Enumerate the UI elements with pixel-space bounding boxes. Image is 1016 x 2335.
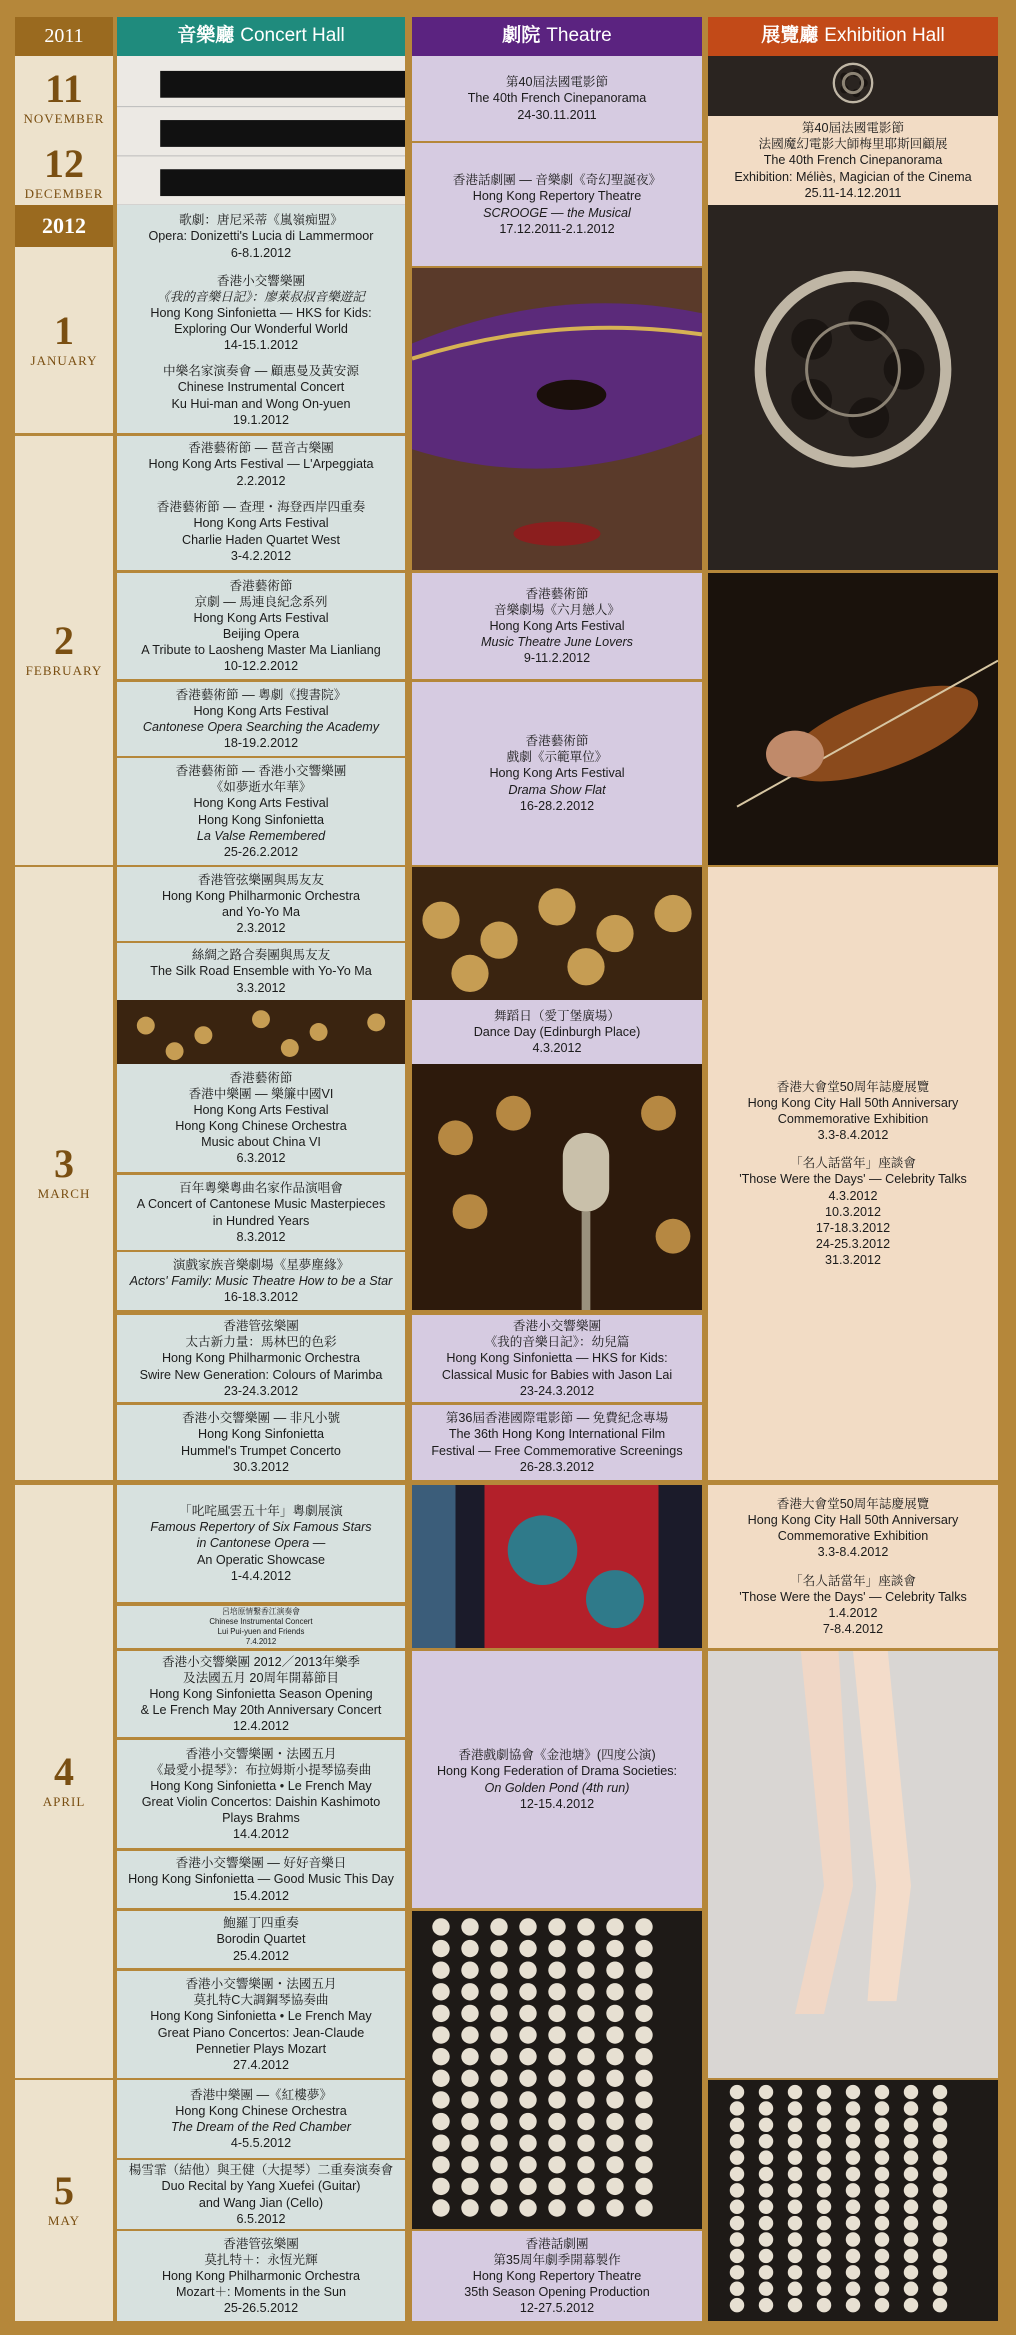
masquerade-mask-icon [412, 268, 702, 570]
event-line: 楊雪霏（結他）與王健（大提琴）二重奏演奏會 [128, 2163, 394, 2178]
event-line: Borodin Quartet [216, 1932, 306, 1947]
event-line: 9-11.2.2012 [523, 651, 591, 666]
event-line: 香港小交響樂團 [216, 273, 306, 288]
event-line: A Concert of Cantonese Music Masterpieces [136, 1197, 386, 1212]
event-line: 香港話劇團 — 音樂劇《奇幻聖誕夜》 [452, 173, 662, 188]
event-concert[interactable] [117, 205, 405, 268]
event-line: 戲劇《示範單位》 [506, 750, 608, 765]
event-line: 「叱咤風雲五十年」粵劇展演 [179, 1504, 343, 1519]
event-line: 「名人話當年」座談會 [790, 1573, 916, 1588]
header-year-label: 2011 [44, 24, 84, 47]
event-line: Mozart＋: Moments in the Sun [175, 2285, 347, 2300]
event-line: 6.3.2012 [236, 1151, 286, 1166]
event-line: 26-28.3.2012 [519, 1459, 595, 1474]
event-line: 10.3.2012 [824, 1204, 882, 1219]
event-line: in Hundred Years [212, 1213, 310, 1228]
event-theatre[interactable] [412, 573, 702, 679]
accordion-icon [412, 1911, 702, 2229]
event-line: Music Theatre June Lovers [481, 635, 633, 650]
month-number: 3 [54, 1141, 74, 1187]
event-concert[interactable] [117, 1911, 405, 1968]
event-line: 香港藝術節 [229, 1070, 293, 1085]
event-line: 24-30.11.2011 [517, 107, 597, 122]
event-concert[interactable] [117, 268, 405, 358]
event-line: 呂培原情繫香江演奏會 [222, 1607, 300, 1617]
event-line: 24-25.3.2012 [815, 1236, 891, 1251]
event-line: 17.12.2011-2.1.2012 [499, 221, 615, 236]
event-line: Hong Kong Federation of Drama Societies: [436, 1764, 678, 1779]
event-line: 「名人話當年」座談會 [790, 1156, 916, 1171]
event-line: Hong Kong Sinfonietta Season Opening [149, 1686, 373, 1701]
event-line: Hong Kong Sinfonietta • Le French May [150, 2009, 372, 2024]
event-theatre[interactable] [412, 2231, 702, 2321]
event-line: 第35周年劇季開幕製作 [493, 2252, 621, 2267]
event-line: 30.3.2012 [232, 1459, 290, 1474]
event-line: 香港小交響樂團 — 好好音樂日 [175, 1856, 347, 1871]
ballet-pointe-shoes-image [708, 1651, 998, 2078]
event-line: 12-27.5.2012 [519, 2301, 595, 2316]
event-line: 莫扎特＋：永恆光輝 [204, 2252, 318, 2267]
event-line: 14.4.2012 [232, 1827, 290, 1842]
event-line: Great Piano Concertos: Jean-Claude [157, 2025, 365, 2040]
event-line: Music about China VI [201, 1135, 321, 1150]
month-label [15, 1485, 113, 2078]
event-line: Hummel's Trumpet Concerto [181, 1443, 341, 1458]
event-line: 3.3-8.4.2012 [817, 1128, 889, 1143]
event-line: 香港小交響樂團 — 非凡小號 [181, 1411, 341, 1426]
event-line: The Dream of the Red Chamber [171, 2120, 351, 2134]
event-line: Dance Day (Edinburgh Place) [473, 1024, 641, 1039]
bokeh-lights-icon [412, 867, 702, 1000]
event-line: 4.3.2012 [532, 1041, 582, 1056]
event-line: Hong Kong Chinese Orchestra [175, 1119, 347, 1133]
event-line: 16-28.2.2012 [519, 798, 595, 813]
accordion-image [412, 1911, 702, 2229]
header-exhibition [708, 17, 998, 56]
event-line: Duo Recital by Yang Xuefei (Guitar) [161, 2179, 361, 2194]
event-line: La Valse Remembered [196, 828, 326, 843]
month-label [15, 2080, 113, 2321]
event-line: 舞蹈日（愛丁堡廣場） [494, 1008, 620, 1023]
event-line: The 36th Hong Kong International Film [448, 1427, 666, 1442]
month-number: 2 [54, 618, 74, 664]
event-concert[interactable] [117, 1740, 405, 1848]
event-line: 中樂名家演奏會 — 顧惠曼及黃安源 [163, 364, 359, 379]
month-number: 5 [54, 2168, 74, 2214]
event-concert[interactable] [117, 2231, 405, 2321]
event-line: The Silk Road Ensemble with Yo-Yo Ma [150, 964, 372, 979]
event-line: 10-12.2.2012 [223, 659, 299, 674]
event-line: 1.4.2012 [828, 1605, 878, 1620]
month-number: 1 [54, 307, 74, 353]
event-line: Hong Kong Repertory Theatre [472, 2268, 642, 2283]
event-line: 香港藝術節 — 香港小交響樂團 [175, 764, 347, 779]
violin-icon [708, 573, 998, 865]
event-theatre[interactable] [412, 143, 702, 266]
event-line: and Yo-Yo Ma [222, 905, 300, 919]
event-theatre[interactable] [412, 56, 702, 141]
event-line: Famous Repertory of Six Famous Stars [150, 1520, 372, 1535]
event-line: 香港小交響樂團・法國五月 [185, 1977, 337, 1992]
event-line: 31.3.2012 [824, 1252, 882, 1267]
accordion-bellows-image [708, 2080, 998, 2321]
event-line: Drama Show Flat [508, 782, 606, 797]
event-concert[interactable] [117, 1606, 405, 1648]
event-line: 香港管弦樂團 [223, 2236, 299, 2251]
event-line: Charlie Haden Quartet West [182, 532, 340, 547]
event-concert[interactable] [117, 436, 405, 493]
event-line: Hong Kong Philharmonic Orchestra [161, 2268, 361, 2283]
event-line: Hong Kong Philharmonic Orchestra [161, 888, 361, 903]
event-line: Commemorative Exhibition [777, 1529, 929, 1544]
event-line: 第40屆法國電影節 [801, 121, 905, 136]
event-line: 太古新力量：馬林巴的色彩 [185, 1335, 337, 1350]
event-line: 23-24.3.2012 [519, 1383, 595, 1398]
event-theatre[interactable] [412, 682, 702, 865]
event-line: 鮑羅丁四重奏 [223, 1916, 299, 1931]
event-line: 4-5.5.2012 [230, 2136, 292, 2151]
venetian-mask-image [412, 268, 702, 570]
event-line: Hong Kong Sinfonietta — Good Music This Day [128, 1872, 394, 1887]
event-line: 《最愛小提琴》：布拉姆斯小提琴協奏曲 [150, 1762, 372, 1777]
event-line: 京劇 — 馬連良紀念系列 [194, 594, 328, 609]
month-name: DECEMBER [24, 185, 104, 201]
event-line: Hong Kong Philharmonic Orchestra [161, 1351, 361, 1366]
event-line: Pennetier Plays Mozart [195, 2041, 327, 2056]
event-line: in Cantonese Opera — [196, 1536, 326, 1551]
event-line: 15.4.2012 [232, 1888, 290, 1903]
event-line: Hong Kong Sinfonietta — HKS for Kids: [446, 1351, 668, 1366]
event-line: 歌劇：唐尼采蒂《嵐嶺痴盟》 [179, 213, 343, 228]
stage-lights-image [412, 867, 702, 1000]
event-line: 百年粵樂粵曲名家作品演唱會 [179, 1181, 343, 1196]
event-line: 香港管弦樂團與馬友友 [198, 872, 324, 887]
film-projector-icon [708, 205, 998, 570]
event-line: Hong Kong Sinfonietta [197, 812, 325, 827]
event-line: Hong Kong Repertory Theatre [472, 189, 642, 204]
event-line: 香港藝術節 [229, 578, 293, 593]
event-line: Great Violin Concertos: Daishin Kashimoto [141, 1795, 381, 1809]
event-line: Hong Kong Arts Festival [489, 766, 625, 781]
film-projector-image [708, 205, 998, 570]
event-line: 香港戲劇協會《金池塘》(四度公演) [458, 1748, 656, 1763]
month-label [15, 56, 113, 141]
event-line: 7-8.4.2012 [822, 1621, 884, 1636]
event-line: Hong Kong Chinese Orchestra [175, 2103, 347, 2118]
month-number: 12 [44, 141, 84, 186]
year-2012-label: 2012 [15, 205, 113, 247]
accordion-icon [708, 2080, 998, 2321]
event-line: The 40th French Cinepanorama [467, 91, 647, 106]
month-name: MAY [47, 2213, 81, 2229]
header-concert [117, 17, 405, 56]
header-theatre-en: Theatre [546, 25, 612, 47]
event-line: Hong Kong City Hall 50th Anniversary [747, 1513, 959, 1528]
event-line: Lui Pui-yuen and Friends [217, 1627, 305, 1636]
event-exhibition[interactable] [708, 1485, 998, 1648]
event-line: 香港小交響樂團・法國五月 [185, 1746, 337, 1761]
microphone-image [412, 1064, 702, 1310]
event-concert[interactable] [117, 573, 405, 679]
event-line: 3.3.2012 [236, 980, 286, 995]
event-line: On Golden Pond (4th run) [484, 1780, 630, 1795]
event-line: 法國魔幻電影大師梅里耶斯回顧展 [758, 137, 948, 152]
month-name: APRIL [42, 1794, 86, 1810]
event-concert[interactable] [117, 1252, 405, 1310]
event-line: Hong Kong Arts Festival [193, 610, 329, 625]
event-line: 25.11-14.12.2011 [804, 185, 902, 200]
event-line: 香港管弦樂團 [223, 1319, 299, 1334]
event-line: 'Those Were the Days' — Celebrity Talks [739, 1589, 967, 1604]
event-line: 香港大會堂50周年誌慶展覽 [776, 1497, 930, 1512]
event-line: Opera: Donizetti's Lucia di Lammermoor [148, 229, 374, 244]
event-line: 3-4.2.2012 [230, 548, 292, 563]
event-concert[interactable] [117, 682, 405, 756]
event-concert[interactable] [117, 1485, 405, 1602]
event-line: A Tribute to Laosheng Master Ma Lianliang [141, 643, 381, 658]
month-name: NOVEMBER [23, 111, 105, 127]
event-line: Hong Kong Sinfonietta — HKS for Kids: [150, 305, 372, 320]
event-line: Commemorative Exhibition [777, 1112, 929, 1127]
event-line: 第36屆香港國際電影節 — 免費紀念專場 [445, 1411, 669, 1426]
event-line: Hong Kong Arts Festival — L'Arpeggiata [148, 457, 374, 472]
event-theatre[interactable] [412, 1000, 702, 1064]
month-label [15, 247, 113, 433]
event-line: 18-19.2.2012 [223, 736, 299, 751]
event-line: 25.4.2012 [232, 1948, 290, 1963]
event-concert[interactable] [117, 1064, 405, 1172]
event-concert[interactable] [117, 1175, 405, 1250]
violin-image [708, 573, 998, 865]
event-concert[interactable] [117, 758, 405, 865]
event-line: Hong Kong Sinfonietta [197, 1427, 325, 1442]
month-label [15, 141, 113, 205]
event-theatre[interactable] [412, 1315, 702, 1402]
film-reel-image [708, 56, 998, 116]
event-line: 香港藝術節 — 查理・海登西岸四重奏 [156, 500, 366, 515]
event-concert[interactable] [117, 493, 405, 570]
event-line: 16-18.3.2012 [223, 1290, 299, 1305]
event-concert[interactable] [117, 358, 405, 433]
vintage-microphone-icon [412, 1064, 702, 1310]
event-line: Hong Kong Arts Festival [193, 796, 329, 811]
event-exhibition[interactable] [708, 116, 998, 205]
event-concert[interactable] [117, 1851, 405, 1908]
event-line: 27.4.2012 [232, 2057, 290, 2072]
event-line: 絲綢之路合奏團與馬友友 [191, 948, 331, 963]
event-line: 35th Season Opening Production [464, 2285, 650, 2300]
event-line: Ku Hui-man and Wong On-yuen [171, 396, 351, 411]
event-line: 6.5.2012 [236, 2211, 286, 2226]
event-line: 及法國五月 20周年開幕節目 [182, 1670, 340, 1685]
event-line: 12-15.4.2012 [519, 1796, 595, 1811]
event-line: 23-24.3.2012 [223, 1383, 299, 1398]
header-year [15, 17, 113, 56]
month-number: 11 [45, 66, 83, 112]
cantonese-opera-costume-image [412, 1485, 702, 1648]
event-line: Hong Kong Arts Festival [193, 703, 329, 718]
event-line: 《我的音樂日記》：廖萊叔叔音樂遊記 [157, 289, 365, 304]
event-line: Hong Kong Arts Festival [193, 1102, 329, 1117]
pointe-shoes-icon [708, 1651, 998, 2078]
event-line: 香港小交響樂團 2012／2013年樂季 [161, 1654, 361, 1669]
month-name: FEBRUARY [25, 663, 103, 679]
event-line: 第40屆法國電影節 [505, 75, 609, 90]
piano-keys-image [117, 56, 405, 205]
event-line: Chinese Instrumental Concert [177, 380, 345, 395]
event-line: 4.3.2012 [828, 1188, 878, 1203]
piano-keys-icon [117, 56, 405, 205]
event-line: 香港中樂團 — 樂簾中國VI [188, 1086, 334, 1101]
event-line: 《如夢逝水年華》 [210, 780, 312, 795]
event-line: 香港大會堂50周年誌慶展覽 [776, 1079, 930, 1094]
event-line: The 40th French Cinepanorama [763, 153, 943, 168]
header-exhibition-zh: 展覽廳 [761, 25, 819, 47]
header-theatre [412, 17, 702, 56]
event-line: 莫扎特C大調鋼琴協奏曲 [193, 1993, 329, 2008]
event-line: 8.3.2012 [236, 1229, 286, 1244]
event-theatre[interactable] [412, 1651, 702, 1908]
event-concert[interactable] [117, 1971, 405, 2078]
event-line: 香港藝術節 — 琶音古樂團 [188, 441, 334, 456]
event-line: 演戲家族音樂劇場《星夢塵緣》 [172, 1257, 350, 1272]
event-concert[interactable] [117, 943, 405, 1000]
month-name: MARCH [37, 1186, 91, 1202]
stage-lights-strip-image [117, 1000, 405, 1064]
month-label [15, 436, 113, 865]
film-projector-icon [708, 56, 998, 116]
event-line: and Wang Jian (Cello) [198, 2195, 324, 2210]
header-concert-zh: 音樂廳 [177, 25, 235, 47]
event-line: 香港藝術節 — 粵劇《搜書院》 [175, 687, 347, 702]
event-line: Plays Brahms [222, 1811, 300, 1826]
event-line: 12.4.2012 [232, 1719, 290, 1734]
event-concert[interactable] [117, 1315, 405, 1402]
event-line: 1-4.4.2012 [230, 1568, 292, 1583]
event-line: 3.3-8.4.2012 [817, 1545, 889, 1560]
event-concert[interactable] [117, 2080, 405, 2158]
month-label [15, 867, 113, 1480]
event-line: 音樂劇場《六月戀人》 [494, 602, 620, 617]
event-concert[interactable] [117, 2160, 405, 2229]
event-line: 香港話劇團 [525, 2236, 589, 2251]
event-line: 'Those Were the Days' — Celebrity Talks [739, 1172, 967, 1187]
event-line: Actors' Family: Music Theatre How to be a Star [129, 1273, 393, 1288]
event-line: 14-15.1.2012 [223, 338, 299, 353]
event-line: Swire New Generation: Colours of Marimba [139, 1367, 383, 1382]
header-exhibition-en: Exhibition Hall [824, 25, 945, 47]
event-line: Classical Music for Babies with Jason Lai [441, 1367, 673, 1382]
event-line: 香港小交響樂團 [512, 1319, 602, 1334]
event-concert[interactable] [117, 1651, 405, 1737]
event-line: 香港藝術節 [525, 586, 589, 601]
event-line: Cantonese Opera Searching the Academy [142, 720, 380, 734]
event-line: Hong Kong Arts Festival [193, 516, 329, 531]
event-concert[interactable] [117, 1405, 405, 1480]
event-line: 香港藝術節 [525, 734, 589, 749]
month-number: 4 [54, 1749, 74, 1795]
header-theatre-zh: 劇院 [502, 25, 541, 47]
event-line: 17-18.3.2012 [815, 1220, 891, 1235]
event-line: Hong Kong City Hall 50th Anniversary [747, 1096, 959, 1110]
event-line: Festival — Free Commemorative Screenings [431, 1443, 683, 1458]
event-line: 2.2.2012 [236, 473, 286, 488]
event-line: Hong Kong Sinfonietta • Le French May [150, 1778, 372, 1793]
event-line: Hong Kong Arts Festival [489, 618, 625, 633]
header-concert-en: Concert Hall [240, 25, 345, 47]
event-line: & Le French May 20th Anniversary Concert [140, 1703, 382, 1718]
event-line: 《我的音樂日記》：幼兒篇 [484, 1335, 630, 1350]
event-exhibition[interactable] [708, 867, 998, 1480]
opera-costume-icon [412, 1485, 702, 1648]
month-name: JANUARY [30, 352, 98, 368]
event-line: 19.1.2012 [232, 412, 290, 427]
event-line: 香港中樂團 —《紅樓夢》 [189, 2087, 333, 2102]
event-line: Chinese Instrumental Concert [209, 1617, 313, 1627]
event-line: Beijing Opera [222, 627, 300, 641]
event-theatre[interactable] [412, 1405, 702, 1480]
event-line: Exhibition: Méliès, Magician of the Cinema [734, 169, 972, 184]
event-line: 25-26.2.2012 [223, 844, 299, 859]
bokeh-lights-icon [117, 1000, 405, 1064]
event-line: 7.4.2012 [245, 1636, 277, 1646]
event-line: 6-8.1.2012 [230, 245, 292, 260]
event-line: 2.3.2012 [236, 921, 286, 936]
event-line: An Operatic Showcase [196, 1552, 326, 1567]
event-concert[interactable] [117, 867, 405, 941]
event-line: Exploring Our Wonderful World [174, 322, 348, 337]
event-line: 25-26.5.2012 [223, 2301, 299, 2316]
event-line: SCROOGE — the Musical [483, 205, 631, 220]
